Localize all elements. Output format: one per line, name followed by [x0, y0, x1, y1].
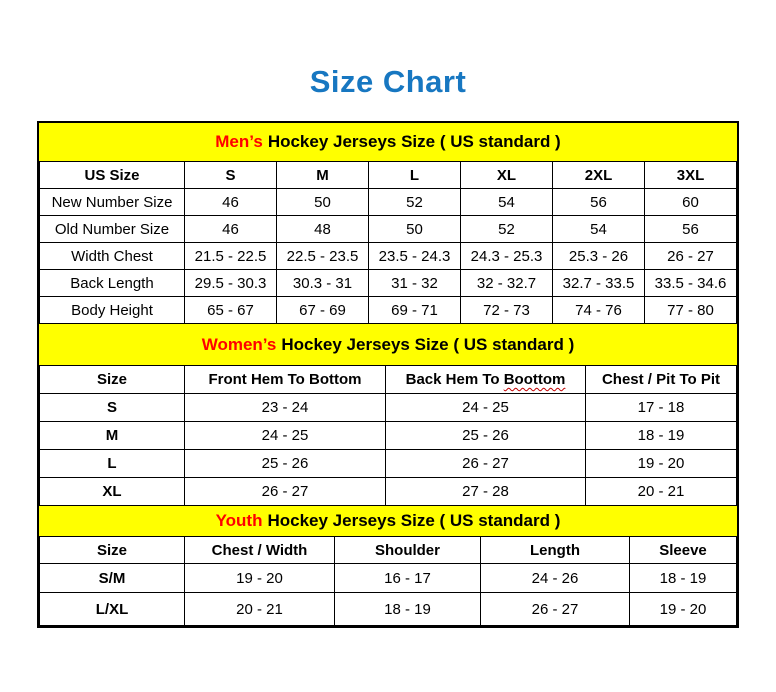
value-cell: 67 - 69: [277, 297, 369, 324]
value-cell: 21.5 - 22.5: [185, 243, 277, 270]
table-row: [40, 593, 737, 626]
table-row: [40, 243, 737, 270]
value-cell: 20 - 21: [185, 593, 335, 626]
value-cell: 26 - 27: [481, 593, 630, 626]
row-label-cell: L/XL: [40, 593, 185, 626]
value-cell: 72 - 73: [461, 297, 553, 324]
value-cell: 32.7 - 33.5: [553, 270, 645, 297]
value-cell: 20 - 21: [586, 478, 737, 506]
value-cell: 19 - 20: [185, 564, 335, 593]
youth-header-cell: Sleeve: [630, 537, 737, 564]
value-cell: 50: [369, 216, 461, 243]
mens-header-cell: L: [369, 162, 461, 189]
row-label-cell: Width Chest: [40, 243, 185, 270]
value-cell: 52: [369, 189, 461, 216]
value-cell: 27 - 28: [386, 478, 586, 506]
youth-header-cell: Shoulder: [335, 537, 481, 564]
value-cell: 24 - 25: [386, 394, 586, 422]
value-cell: 25 - 26: [386, 422, 586, 450]
mens-header-cell: S: [185, 162, 277, 189]
table-row: [40, 270, 737, 297]
value-cell: 24 - 26: [481, 564, 630, 593]
womens-header-cell: Chest / Pit To Pit: [586, 366, 737, 394]
value-cell: 26 - 27: [386, 450, 586, 478]
row-label-cell: S/M: [40, 564, 185, 593]
womens-banner-highlight: Women’s: [201, 334, 277, 354]
size-chart: [37, 121, 739, 628]
mens-banner-text: Hockey Jerseys Size ( US standard ): [267, 132, 561, 151]
value-cell: 56: [645, 216, 737, 243]
value-cell: 31 - 32: [369, 270, 461, 297]
mens-header-row: [40, 162, 737, 189]
value-cell: 17 - 18: [586, 394, 737, 422]
value-cell: 74 - 76: [553, 297, 645, 324]
value-cell: 26 - 27: [645, 243, 737, 270]
youth-header-cell: Size: [40, 537, 185, 564]
value-cell: 30.3 - 31: [277, 270, 369, 297]
value-cell: 25.3 - 26: [553, 243, 645, 270]
value-cell: 23 - 24: [185, 394, 386, 422]
value-cell: 32 - 32.7: [461, 270, 553, 297]
table-row: [40, 478, 737, 506]
value-cell: 24 - 25: [185, 422, 386, 450]
womens-header-cell: Size: [40, 366, 185, 394]
mens-header-cell: US Size: [40, 162, 185, 189]
value-cell: 23.5 - 24.3: [369, 243, 461, 270]
value-cell: 50: [277, 189, 369, 216]
womens-header-cell: Front Hem To Bottom: [185, 366, 386, 394]
row-label-cell: Back Length: [40, 270, 185, 297]
row-label-cell: L: [40, 450, 185, 478]
womens-size-table: [39, 365, 737, 506]
table-row: [40, 422, 737, 450]
youth-header-cell: Length: [481, 537, 630, 564]
table-row: [40, 216, 737, 243]
youth-header-cell: Chest / Width: [185, 537, 335, 564]
value-cell: 33.5 - 34.6: [645, 270, 737, 297]
value-cell: 16 - 17: [335, 564, 481, 593]
womens-header-back-prefix: Back Hem To: [405, 371, 500, 388]
row-label-cell: S: [40, 394, 185, 422]
value-cell: 54: [553, 216, 645, 243]
mens-header-cell: 3XL: [645, 162, 737, 189]
table-row: [40, 450, 737, 478]
value-cell: 56: [553, 189, 645, 216]
youth-banner-text: Hockey Jerseys Size ( US standard ): [267, 511, 561, 530]
womens-header-cell: [386, 366, 586, 394]
value-cell: 19 - 20: [586, 450, 737, 478]
youth-banner-highlight: Youth: [215, 511, 263, 530]
value-cell: 29.5 - 30.3: [185, 270, 277, 297]
row-label-cell: M: [40, 422, 185, 450]
value-cell: 52: [461, 216, 553, 243]
mens-header-cell: XL: [461, 162, 553, 189]
value-cell: 69 - 71: [369, 297, 461, 324]
row-label-cell: New Number Size: [40, 189, 185, 216]
mens-banner-highlight: Men’s: [215, 132, 263, 151]
youth-size-table: [39, 536, 737, 626]
value-cell: 25 - 26: [185, 450, 386, 478]
value-cell: 54: [461, 189, 553, 216]
table-row: [40, 564, 737, 593]
value-cell: 60: [645, 189, 737, 216]
womens-banner-text: Hockey Jerseys Size ( US standard ): [281, 334, 575, 354]
mens-header-cell: 2XL: [553, 162, 645, 189]
value-cell: 19 - 20: [630, 593, 737, 626]
value-cell: 18 - 19: [586, 422, 737, 450]
page-title: Size Chart: [309, 64, 467, 99]
value-cell: 46: [185, 216, 277, 243]
value-cell: 18 - 19: [335, 593, 481, 626]
value-cell: 77 - 80: [645, 297, 737, 324]
value-cell: 24.3 - 25.3: [461, 243, 553, 270]
womens-header-misspelled-word: Boottom: [503, 371, 566, 388]
youth-header-row: [40, 537, 737, 564]
value-cell: 26 - 27: [185, 478, 386, 506]
row-label-cell: XL: [40, 478, 185, 506]
value-cell: 18 - 19: [630, 564, 737, 593]
table-row: [40, 394, 737, 422]
value-cell: 46: [185, 189, 277, 216]
table-row: [40, 297, 737, 324]
value-cell: 65 - 67: [185, 297, 277, 324]
womens-section-banner: [39, 324, 737, 365]
womens-header-row: [40, 366, 737, 394]
value-cell: 22.5 - 23.5: [277, 243, 369, 270]
value-cell: 48: [277, 216, 369, 243]
mens-size-table: [39, 161, 737, 324]
row-label-cell: Body Height: [40, 297, 185, 324]
table-row: [40, 189, 737, 216]
youth-section-banner: [39, 506, 737, 536]
mens-section-banner: [39, 123, 737, 161]
row-label-cell: Old Number Size: [40, 216, 185, 243]
mens-header-cell: M: [277, 162, 369, 189]
